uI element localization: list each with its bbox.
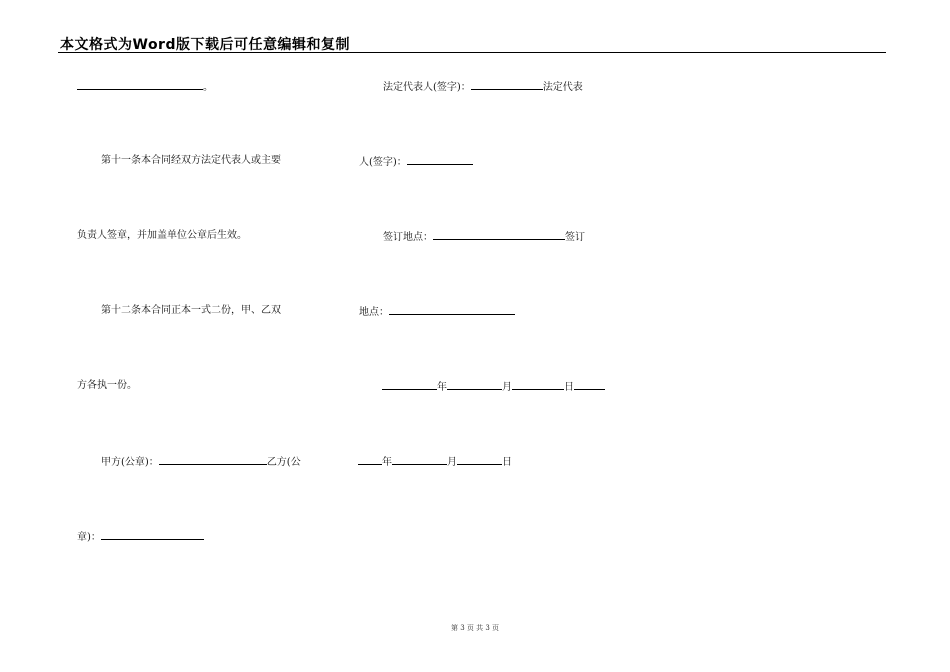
fill-blank [457, 454, 502, 465]
party-a-seal-line [101, 454, 301, 470]
right-line-4 [359, 304, 515, 320]
legal-rep-label-start: 法定代表 [542, 82, 583, 93]
left-line-1 [77, 79, 213, 95]
party-b-label-start: 乙方(公 [266, 457, 301, 468]
fill-blank [159, 454, 267, 465]
clause-12-line-1: 第十二条本合同正本一式二份，甲、乙双 [101, 305, 281, 316]
fill-blank [471, 79, 543, 90]
legal-rep-signature-label: 法定代表人(签字)： [383, 82, 471, 93]
year-label: 年 [382, 457, 392, 468]
fill-blank [512, 379, 564, 390]
right-line-3 [383, 229, 585, 245]
fill-blank [77, 79, 203, 90]
fill-blank [574, 379, 605, 390]
party-a-label: 甲方(公章)： [101, 457, 159, 468]
day-label: 日 [502, 457, 512, 468]
clause-11-line-1: 第十一条本合同经双方法定代表人或主要 [101, 155, 281, 166]
month-label: 月 [502, 382, 512, 393]
date-line-1 [382, 379, 605, 395]
fill-blank [447, 379, 502, 390]
header-divider [58, 52, 886, 53]
right-line-1 [383, 79, 583, 95]
fill-blank [101, 529, 204, 540]
fill-blank [392, 454, 447, 465]
left-line-1-suffix: 。 [203, 82, 213, 93]
fill-blank [407, 154, 473, 165]
signing-place-label-start: 签订 [565, 232, 585, 243]
day-label: 日 [564, 382, 574, 393]
fill-blank [433, 229, 565, 240]
fill-blank [382, 379, 437, 390]
month-label: 月 [447, 457, 457, 468]
signing-place-label: 签订地点： [383, 232, 433, 243]
year-label: 年 [437, 382, 447, 393]
signing-place-label-end: 地点： [359, 307, 389, 318]
party-b-label-end: 章)： [77, 532, 101, 543]
legal-rep-label-end: 人(签字)： [359, 157, 407, 168]
fill-blank [358, 454, 382, 465]
page-header-title: 本文格式为Word版下载后可任意编辑和复制 [60, 37, 350, 53]
right-line-2 [359, 154, 473, 170]
clause-12-line-2: 方各执一份。 [77, 380, 137, 391]
date-line-2 [358, 454, 512, 470]
page-number-footer: 第 3 页 共 3 页 [450, 624, 500, 632]
fill-blank [389, 304, 515, 315]
party-b-seal-line [77, 529, 204, 545]
clause-11-line-2: 负责人签章，并加盖单位公章后生效。 [77, 230, 247, 241]
